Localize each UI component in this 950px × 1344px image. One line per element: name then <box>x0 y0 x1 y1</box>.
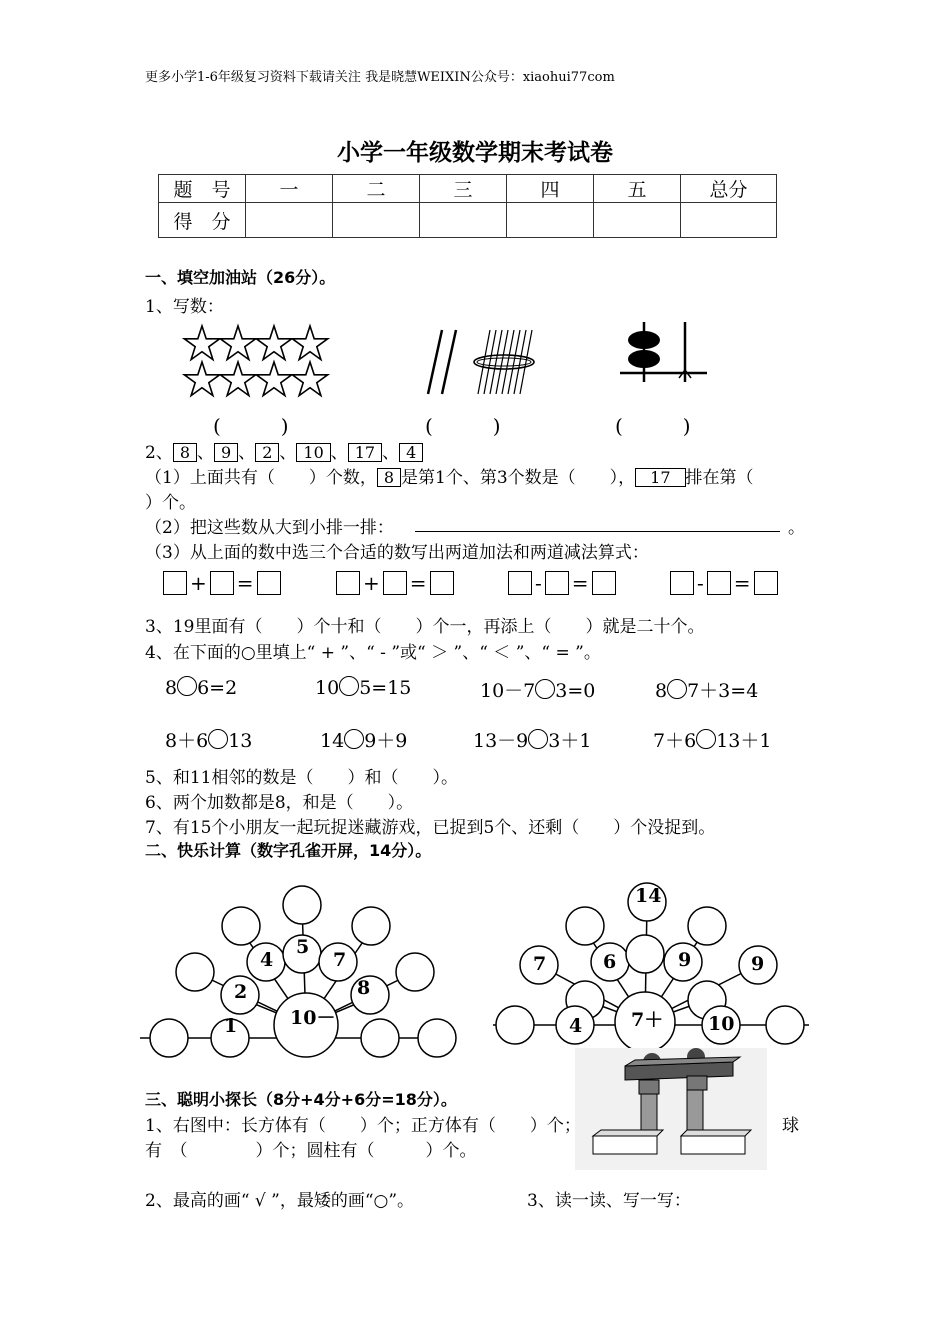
peacock-number: 1 <box>224 1015 238 1037</box>
score-input-cell[interactable] <box>246 203 333 238</box>
text: 13－9 <box>473 730 529 752</box>
separator: 、 <box>197 443 215 463</box>
answer-box[interactable] <box>336 571 360 595</box>
subtraction-equation <box>508 571 616 595</box>
peacock-center-label: 10－ <box>290 1007 336 1029</box>
score-cell: 二 <box>333 175 420 203</box>
question-1-3: 3、19里面有（ ）个十和（ ）个一，再添上（ ）就是二十个。 <box>145 617 705 637</box>
score-cell: 五 <box>594 175 681 203</box>
score-cell: 四 <box>507 175 594 203</box>
peacock-center-label: 7＋ <box>631 1009 664 1031</box>
answer-blank[interactable]: ( ) <box>425 414 501 438</box>
text: 9＋9 <box>364 730 408 752</box>
text: 7＋6 <box>653 730 697 752</box>
peacock-number: 7 <box>333 949 347 971</box>
period: 。 <box>788 518 805 538</box>
equals-sign: = <box>571 571 589 595</box>
text: 6=2 <box>197 677 238 699</box>
compare-item <box>315 676 411 699</box>
text: 10 <box>315 677 340 699</box>
text: 3=0 <box>555 680 596 702</box>
peacock-circle[interactable] <box>361 1019 399 1057</box>
peacock-circle[interactable] <box>150 1019 188 1057</box>
addition-equation <box>336 571 454 595</box>
compare-item <box>653 726 771 753</box>
number-box: 9 <box>214 443 238 462</box>
answer-box[interactable] <box>707 571 731 595</box>
text: 5=15 <box>359 677 412 699</box>
score-cell: 三 <box>420 175 507 203</box>
question-3-2: 2、最高的画“ √ ”，最矮的画“○”。 <box>145 1191 415 1211</box>
peacock-number: 14 <box>635 885 662 907</box>
peacock-circle[interactable] <box>626 935 664 973</box>
score-table-score-row <box>159 203 777 238</box>
compare-item <box>320 726 407 753</box>
text: （1）上面共有（ ）个数， <box>145 468 377 488</box>
header-note: 更多小学1-6年级复习资料下载请关注 我是晓慧WEIXIN公众号：xiaohui77com <box>145 70 615 85</box>
text: 14 <box>320 730 345 752</box>
peacock-circle[interactable] <box>396 953 434 991</box>
answer-circle[interactable] <box>339 676 359 696</box>
score-cell: 一 <box>246 175 333 203</box>
answer-box[interactable] <box>670 571 694 595</box>
star-icon <box>220 326 255 360</box>
separator: 、 <box>279 443 297 463</box>
star-icon <box>220 362 255 396</box>
question-1-6: 6、两个加数都是8，和是（ ）。 <box>145 793 414 813</box>
text: 7＋3=4 <box>687 680 759 702</box>
question-3-1: 1、右图中：长方体有（ ）个；正方体有（ ）个； <box>145 1116 581 1136</box>
minus-sign: - <box>697 571 704 595</box>
subtraction-equation <box>670 571 778 595</box>
score-input-cell[interactable] <box>594 203 681 238</box>
text: 3＋1 <box>548 730 592 752</box>
question-1-7: 7、有15个小朋友一起玩捉迷藏游戏，已捉到5个、还剩（ ）个没捉到。 <box>145 818 716 838</box>
compare-item <box>480 676 595 703</box>
equals-sign: = <box>733 571 751 595</box>
peacock-number: 10 <box>708 1013 735 1035</box>
number-box: 8 <box>173 443 197 462</box>
question-1-2-3: （3）从上面的数中选三个合适的数写出两道加法和两道减法算式： <box>145 543 649 563</box>
sticks-figure <box>420 328 540 398</box>
number-box: 2 <box>255 443 279 462</box>
compare-item <box>473 726 591 753</box>
plus-sign: + <box>190 571 207 595</box>
number-box: 17 <box>348 443 382 462</box>
score-input-cell[interactable] <box>507 203 594 238</box>
peacock-number: 2 <box>234 981 248 1003</box>
text: 是第1个、第3个数是（ ）， <box>401 468 636 488</box>
peacock-circle[interactable] <box>176 953 214 991</box>
score-table-header-row <box>159 175 777 203</box>
separator: 、 <box>238 443 256 463</box>
peacock-diagram-2 <box>493 880 813 1070</box>
equals-sign: = <box>236 571 254 595</box>
peacock-circle[interactable] <box>566 907 604 945</box>
number-box: 4 <box>399 443 423 462</box>
score-cell: 题 号 <box>159 175 246 203</box>
text: 13＋1 <box>716 730 772 752</box>
answer-circle[interactable] <box>208 729 228 749</box>
section-1-title: 一、填空加油站（26分）。 <box>145 268 336 287</box>
star-icon <box>184 326 219 360</box>
answer-line[interactable] <box>415 531 780 532</box>
peacock-circle[interactable] <box>352 907 390 945</box>
star-icon <box>184 362 219 396</box>
answer-circle[interactable] <box>535 679 555 699</box>
number-box: 17 <box>635 468 685 487</box>
minus-sign: - <box>535 571 542 595</box>
text: 8 <box>655 680 668 702</box>
peacock-diagram-1 <box>140 880 460 1070</box>
text: 8 <box>165 677 178 699</box>
peacock-circle[interactable] <box>418 1019 456 1057</box>
text: 8＋6 <box>165 730 209 752</box>
question-1-4: 4、在下面的○里填上“ + ”、“ - ”或“ ＞ ”、“ ＜ ”、“ = ”。 <box>145 643 601 663</box>
number-box: 10 <box>296 443 330 462</box>
plus-sign: + <box>363 571 380 595</box>
peacock-number: 4 <box>260 949 274 971</box>
abacus-figure <box>615 318 715 386</box>
question-1-5: 5、和11相邻的数是（ ）和（ ）。 <box>145 768 458 788</box>
separator: 、 <box>330 443 348 463</box>
question-1-2-numbers <box>145 438 423 463</box>
star-icon <box>256 362 291 396</box>
text: 排在第（ <box>685 468 754 488</box>
score-table <box>158 174 777 238</box>
star-icon <box>256 326 291 360</box>
answer-circle[interactable] <box>667 679 687 699</box>
separator: 、 <box>382 443 400 463</box>
peacock-number: 5 <box>296 936 310 958</box>
answer-circle[interactable] <box>177 676 197 696</box>
peacock-number: 6 <box>603 951 617 973</box>
peacock-circle[interactable] <box>766 1006 804 1044</box>
peacock-number: 7 <box>533 953 547 975</box>
peacock-number: 4 <box>569 1015 583 1037</box>
compare-item <box>655 676 758 703</box>
answer-box[interactable] <box>257 571 281 595</box>
star-icon <box>292 326 327 360</box>
question-3-3: 3、读一读、写一写： <box>527 1191 691 1211</box>
score-input-cell[interactable] <box>681 203 777 238</box>
score-cell: 得 分 <box>159 203 246 238</box>
question-1-2-1 <box>145 463 754 488</box>
question-1-2-2: （2）把这些数从大到小排一排： <box>145 518 394 538</box>
question-1-1: 1、写数： <box>145 297 224 317</box>
star-icon <box>292 362 327 396</box>
section-2-title: 二、快乐计算（数字孔雀开屏，14分）。 <box>145 841 432 860</box>
answer-circle[interactable] <box>528 729 548 749</box>
answer-blank[interactable]: ( ) <box>615 414 691 438</box>
stars-figure <box>180 320 340 400</box>
answer-box[interactable] <box>163 571 187 595</box>
peacock-circle[interactable] <box>283 886 321 924</box>
peacock-number: 9 <box>751 953 765 975</box>
answer-box[interactable] <box>210 571 234 595</box>
compare-item <box>165 676 237 699</box>
answer-circle[interactable] <box>696 729 716 749</box>
answer-box[interactable] <box>754 571 778 595</box>
text: 10－7 <box>480 680 536 702</box>
peacock-circle[interactable] <box>688 907 726 945</box>
question-3-1-cont: 有 （ ）个；圆柱有（ ）个。 <box>145 1141 477 1161</box>
answer-circle[interactable] <box>344 729 364 749</box>
question-3-1-ball: 球 <box>782 1116 799 1136</box>
question-number: 2、 <box>145 443 173 463</box>
peacock-number: 8 <box>357 977 371 999</box>
answer-box[interactable] <box>508 571 532 595</box>
score-input-cell[interactable] <box>333 203 420 238</box>
compare-item <box>165 726 252 753</box>
page-title: 小学一年级数学期末考试卷 <box>337 140 613 166</box>
addition-equation <box>163 571 281 595</box>
answer-box[interactable] <box>592 571 616 595</box>
answer-box[interactable] <box>545 571 569 595</box>
solids-figure <box>575 1048 775 1173</box>
text: 13 <box>228 730 253 752</box>
score-cell: 总分 <box>681 175 777 203</box>
peacock-circle[interactable] <box>222 907 260 945</box>
peacock-number: 9 <box>678 949 692 971</box>
peacock-circle[interactable] <box>496 1006 534 1044</box>
equals-sign: = <box>409 571 427 595</box>
number-box: 8 <box>377 468 401 487</box>
answer-blank[interactable]: ( ) <box>213 414 289 438</box>
answer-box[interactable] <box>383 571 407 595</box>
section-3-title: 三、聪明小探长（8分+4分+6分=18分）。 <box>145 1090 457 1109</box>
answer-box[interactable] <box>430 571 454 595</box>
score-input-cell[interactable] <box>420 203 507 238</box>
question-1-2-1-cont: ）个。 <box>145 493 196 513</box>
